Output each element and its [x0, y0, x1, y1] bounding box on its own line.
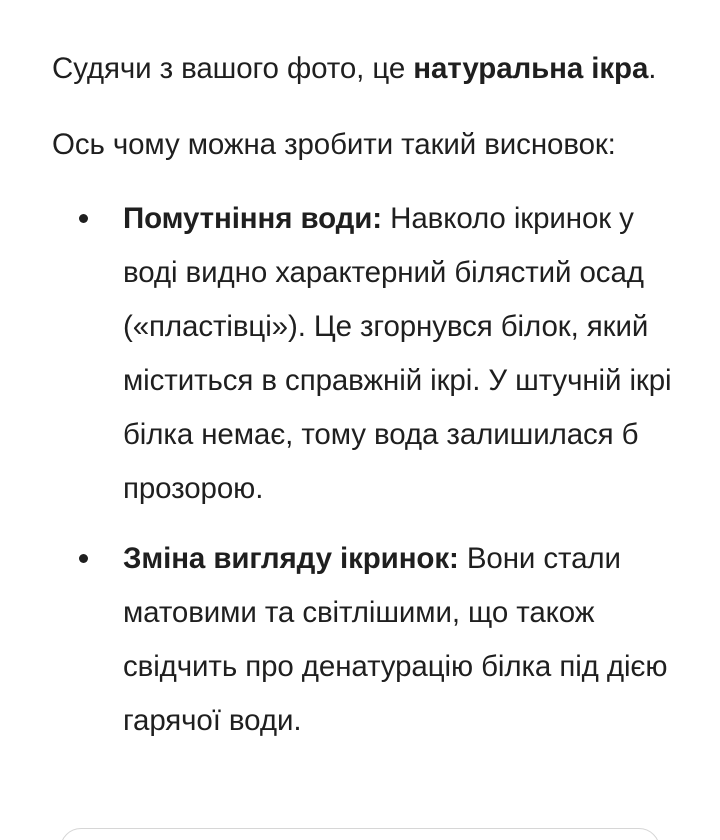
list-item-text: Навколо ікринок у воді видно характерний білястий осад («пластівці»). Це згорнувся білок, який міститься в справжній ікрі. У штучній ікрі білка немає, тому вода залишилася б прозорою. [123, 202, 672, 505]
verdict-text: Судячи з вашого фото, це [52, 52, 414, 85]
list-item-title: Помутніння води: [123, 202, 383, 235]
list-item-text: Вони стали матовими та світлішими, що також свідчить про денатурацію білка під дією гарячої води. [123, 542, 668, 737]
list-item [52, 192, 692, 516]
bullet-icon [79, 214, 88, 223]
message-paragraph-reason-intro: Ось чому можна зробити такий висновок: [52, 128, 616, 161]
verdict-bold-text: натуральна ікра [413, 52, 649, 85]
verdict-period: . [648, 52, 657, 85]
message-paragraph-verdict [52, 42, 692, 96]
bullet-icon [79, 554, 88, 563]
reason-list [52, 192, 692, 748]
message-composer[interactable] [60, 828, 660, 840]
list-item-title: Зміна вигляду ікринок: [123, 542, 459, 575]
assistant-message [52, 42, 692, 764]
list-item [52, 532, 692, 748]
